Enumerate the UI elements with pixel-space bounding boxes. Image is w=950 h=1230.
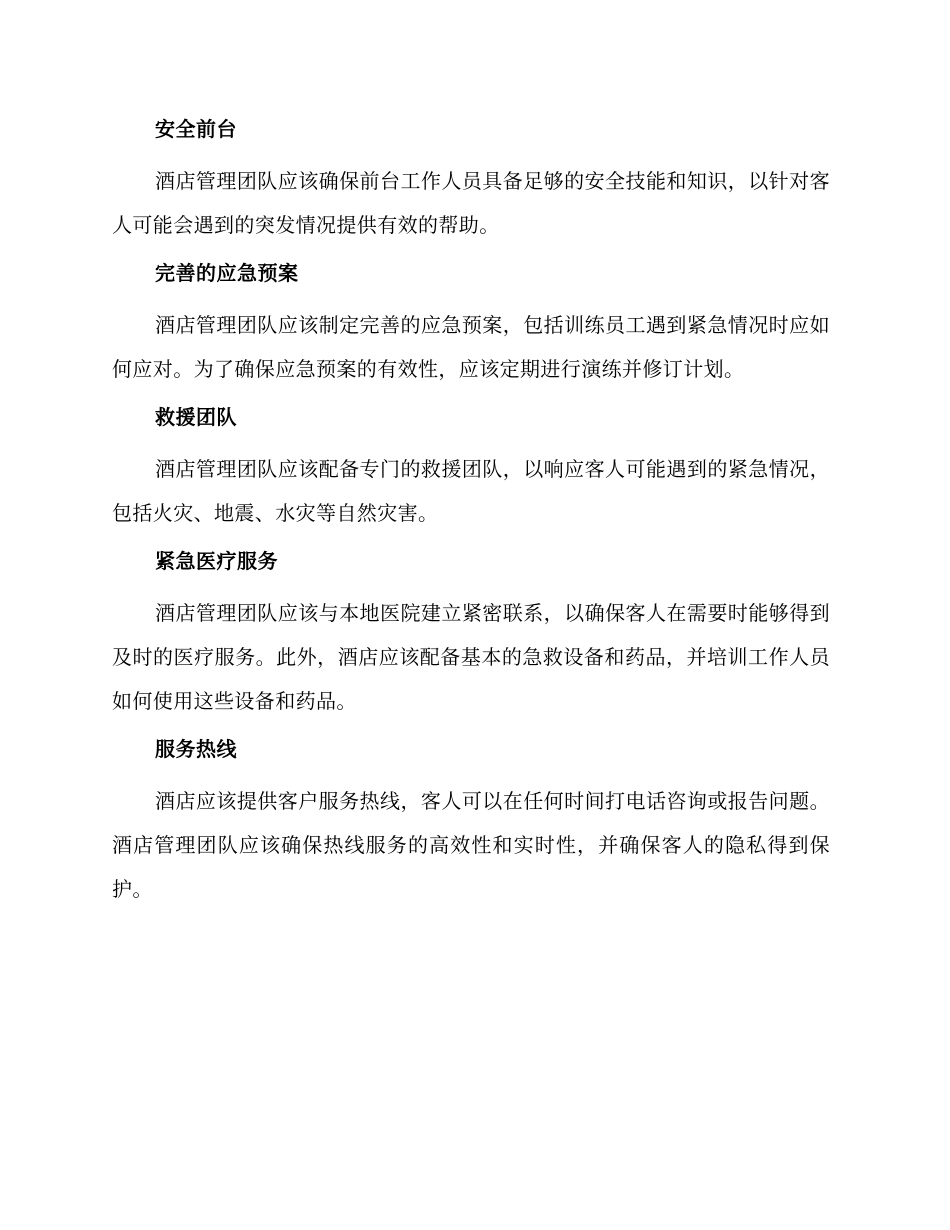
section-paragraph-emergency-plan: 酒店管理团队应该制定完善的应急预案，包括训练员工遇到紧急情况时应如何应对。为了确保应急预案的有效性，应该定期进行演练并修订计划。 xyxy=(112,313,830,381)
section-paragraph-service-hotline: 酒店应该提供客户服务热线，客人可以在任何时间打电话咨询或报告问题。酒店管理团队应该确保热线服务的高效性和实时性，并确保客人的隐私得到保护。 xyxy=(112,789,830,901)
section-heading-front-desk-security: 安全前台 xyxy=(155,117,237,141)
section-heading-emergency-plan: 完善的应急预案 xyxy=(155,261,299,285)
section-paragraph-front-desk-security: 酒店管理团队应该确保前台工作人员具备足够的安全技能和知识，以针对客人可能会遇到的突发情况提供有效的帮助。 xyxy=(112,169,830,237)
section-paragraph-emergency-medical: 酒店管理团队应该与本地医院建立紧密联系，以确保客人在需要时能够得到及时的医疗服务。此外，酒店应该配备基本的急救设备和药品，并培训工作人员如何使用这些设备和药品。 xyxy=(112,601,830,713)
section-heading-rescue-team: 救援团队 xyxy=(155,405,237,429)
section-heading-service-hotline: 服务热线 xyxy=(155,737,237,761)
section-heading-emergency-medical: 紧急医疗服务 xyxy=(155,549,278,573)
section-paragraph-rescue-team: 酒店管理团队应该配备专门的救援团队，以响应客人可能遇到的紧急情况，包括火灾、地震、水灾等自然灾害。 xyxy=(112,457,830,525)
